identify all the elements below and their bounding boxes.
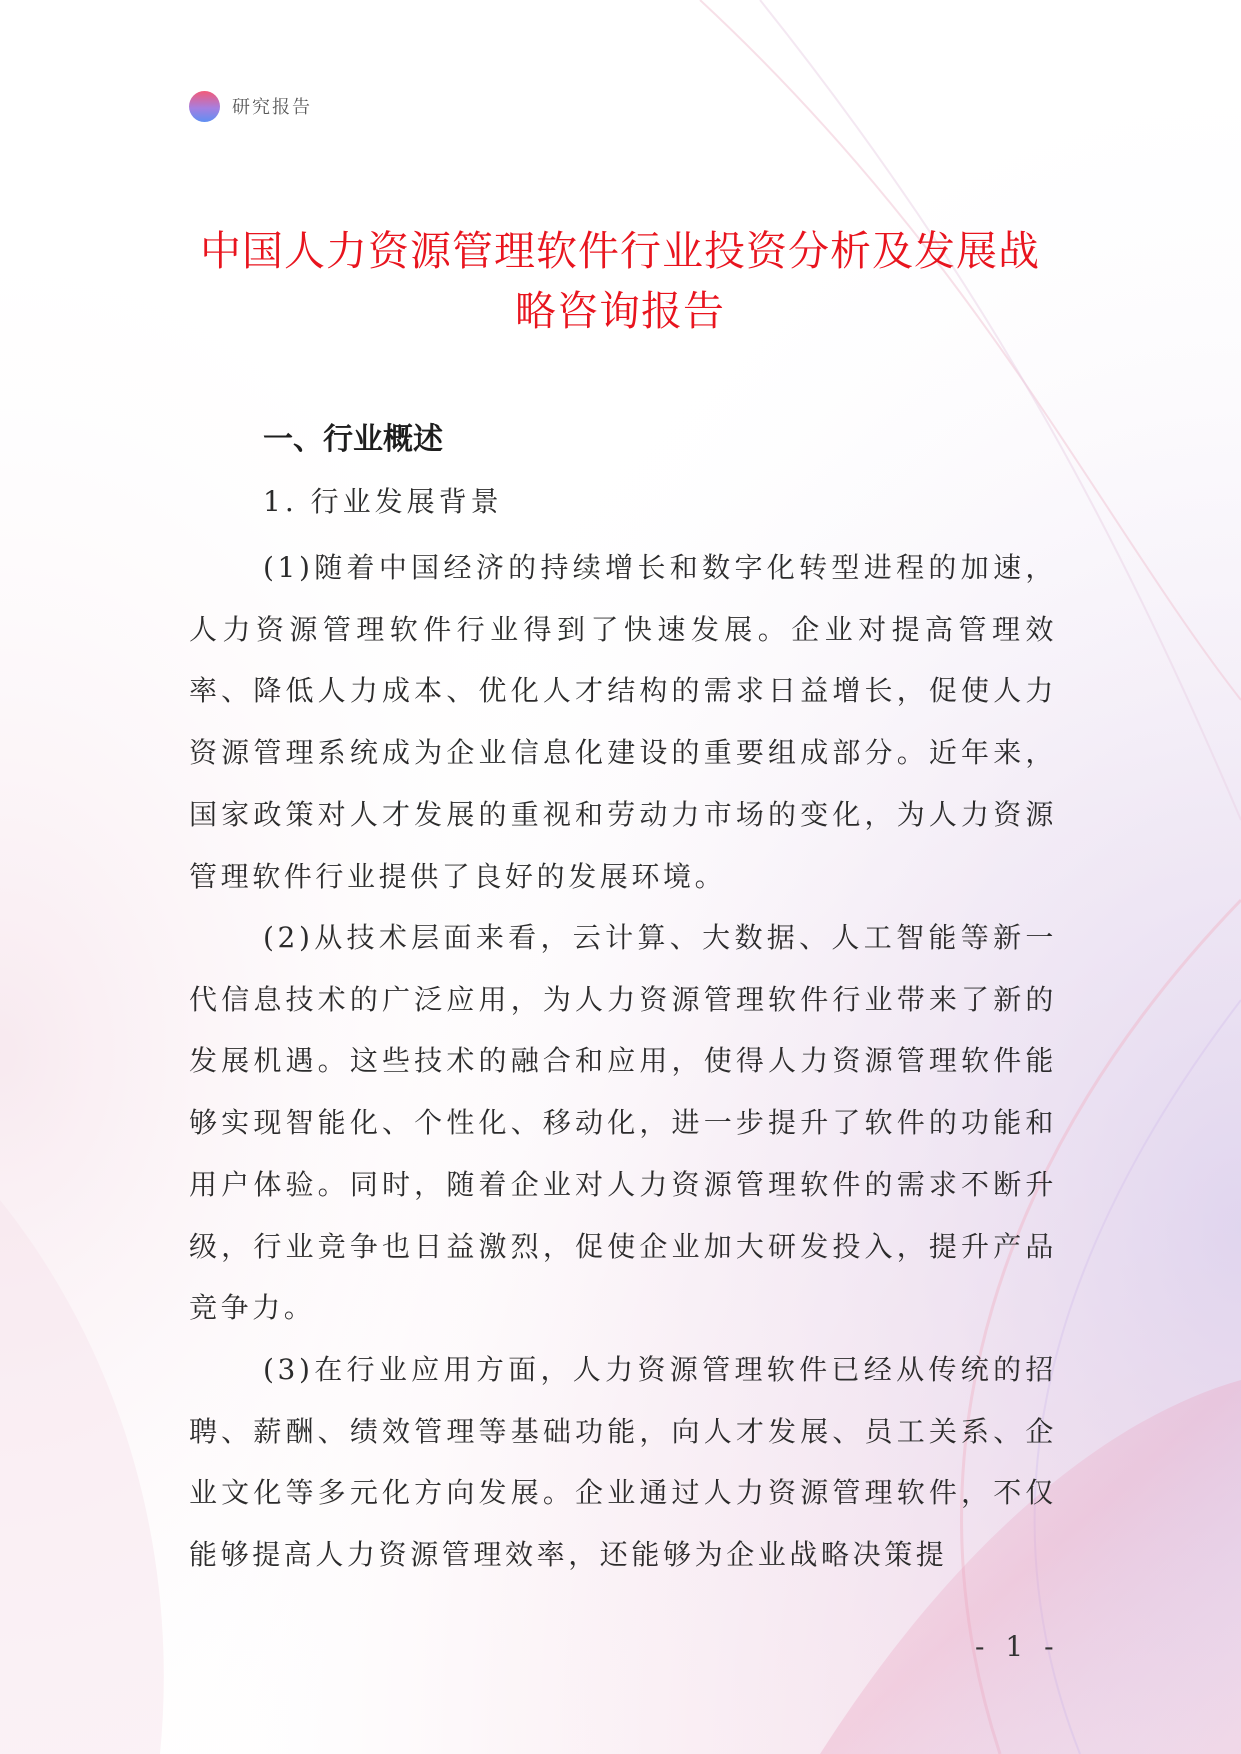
paragraph: (1)随着中国经济的持续增长和数字化转型进程的加速，人力资源管理软件行业得到了快速发展。企业对提高管理效率、降低人力成本、优化人才结构的需求日益增长，促使人力资源管理系统成为企业信息化建设的重要组成部分。近年来，国家政策对人才发展的重视和劳动力市场的变化，为人力资源管理软件行业提供了良好的发展环境。 [189,551,1057,893]
subsection-heading: 1. 行业发展背景 [263,485,503,518]
report-header [189,89,312,123]
header-label: 研究报告 [232,97,312,118]
section-heading: 一、行业概述 [263,422,443,457]
page-number: - 1 - [975,1630,1060,1663]
gradient-circle-logo-icon [189,91,220,122]
paragraph: (2)从技术层面来看，云计算、大数据、人工智能等新一代信息技术的广泛应用，为人力资源管理软件行业带来了新的发展机遇。这些技术的融合和应用，使得人力资源管理软件能够实现智能化、个性化、移动化，进一步提升了软件的功能和用户体验。同时，随着企业对人力资源管理软件的需求不断升级，行业竞争也日益激烈，促使企业加大研发投入，提升产品竞争力。 [189,921,1057,1325]
report-title: 中国人力资源管理软件行业投资分析及发展战略咨询报告 [200,227,1040,335]
paragraph: (3)在行业应用方面，人力资源管理软件已经从传统的招聘、薪酬、绩效管理等基础功能，向人才发展、员工关系、企业文化等多元化方向发展。企业通过人力资源管理软件，不仅能够提高人力资源管理效率，还能够为企业战略决策提 [189,1353,1057,1572]
